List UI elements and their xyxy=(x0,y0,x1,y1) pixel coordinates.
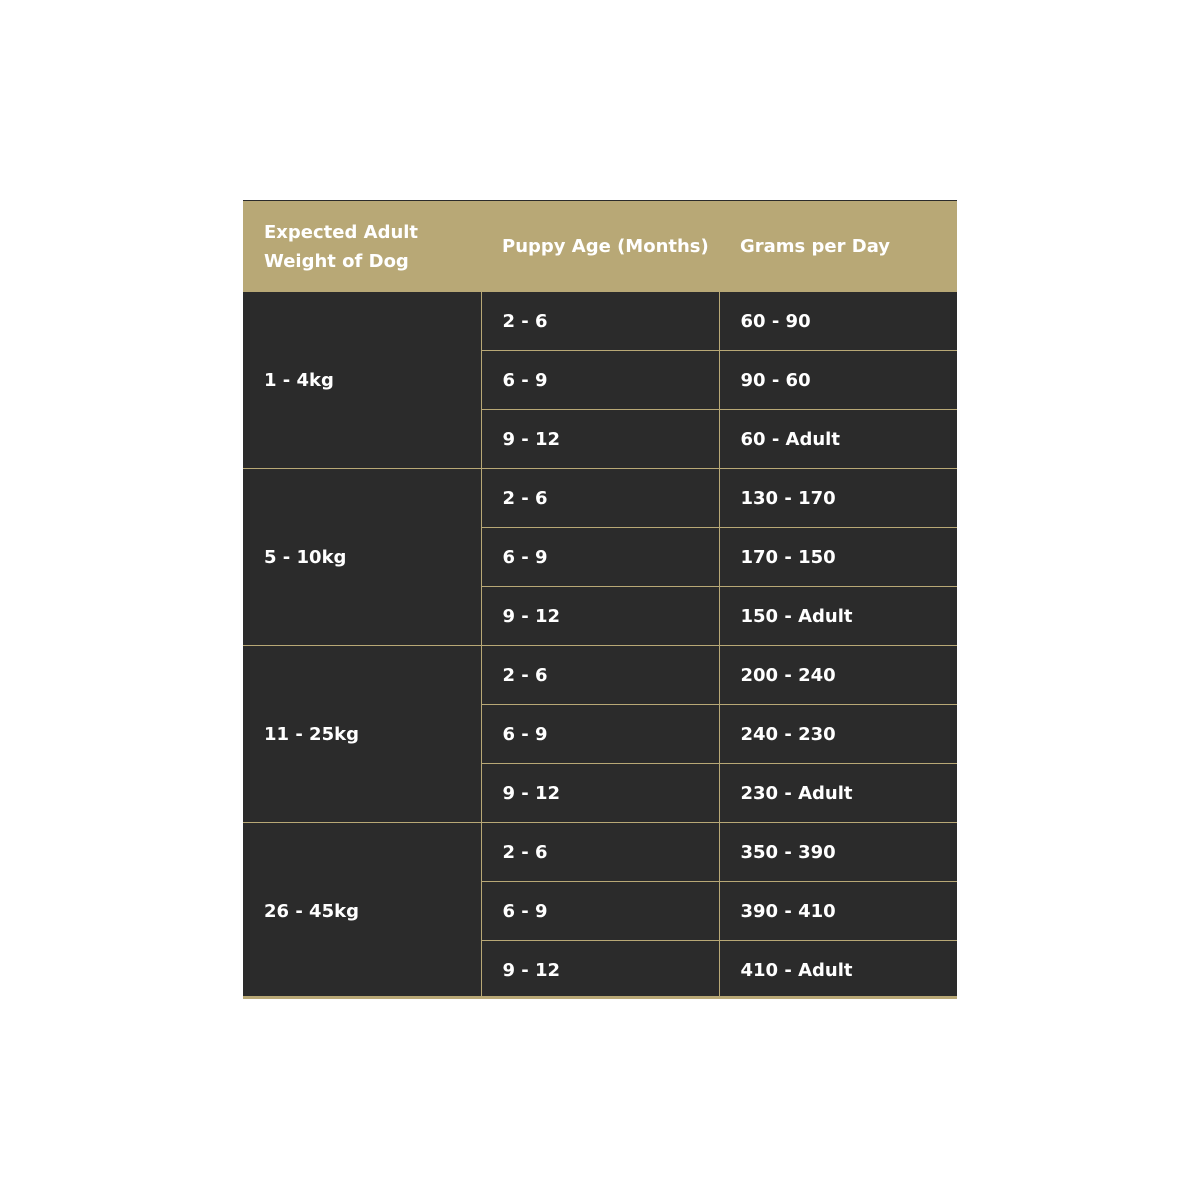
table-bottom-border xyxy=(243,996,957,999)
table-body xyxy=(243,292,957,999)
grams-cell: 200 - 240 xyxy=(719,646,957,705)
grams-cell: 130 - 170 xyxy=(719,469,957,528)
table-row xyxy=(243,469,957,528)
header-weight xyxy=(243,201,481,293)
age-cell: 2 - 6 xyxy=(481,646,719,705)
age-cell: 6 - 9 xyxy=(481,882,719,941)
header-weight-line1: Expected Adult xyxy=(264,221,419,243)
age-cell: 9 - 12 xyxy=(481,410,719,469)
age-cell: 6 - 9 xyxy=(481,705,719,764)
age-cell: 6 - 9 xyxy=(481,351,719,410)
age-cell: 6 - 9 xyxy=(481,528,719,587)
grams-cell: 230 - Adult xyxy=(719,764,957,823)
grams-cell: 60 - 90 xyxy=(719,292,957,351)
table-row xyxy=(243,292,957,351)
feeding-guide-table-wrapper xyxy=(243,200,957,999)
grams-cell: 390 - 410 xyxy=(719,882,957,941)
grams-cell: 240 - 230 xyxy=(719,705,957,764)
header-row xyxy=(243,201,957,293)
grams-cell: 170 - 150 xyxy=(719,528,957,587)
weight-cell: 26 - 45kg xyxy=(243,823,481,1000)
header-weight-line2: Weight of Dog xyxy=(264,250,409,272)
table-header xyxy=(243,201,957,293)
weight-cell: 11 - 25kg xyxy=(243,646,481,823)
age-cell: 2 - 6 xyxy=(481,292,719,351)
age-cell: 2 - 6 xyxy=(481,469,719,528)
grams-cell: 90 - 60 xyxy=(719,351,957,410)
grams-cell: 60 - Adult xyxy=(719,410,957,469)
weight-cell: 5 - 10kg xyxy=(243,469,481,646)
feeding-guide-table xyxy=(243,200,957,999)
age-cell: 2 - 6 xyxy=(481,823,719,882)
grams-cell: 150 - Adult xyxy=(719,587,957,646)
age-cell: 9 - 12 xyxy=(481,764,719,823)
table-row xyxy=(243,646,957,705)
header-grams-per-day: Grams per Day xyxy=(719,201,957,293)
age-cell: 9 - 12 xyxy=(481,941,719,1000)
weight-cell: 1 - 4kg xyxy=(264,369,334,391)
age-cell: 9 - 12 xyxy=(481,587,719,646)
table-row xyxy=(243,823,957,882)
header-puppy-age: Puppy Age (Months) xyxy=(481,201,719,293)
grams-cell: 410 - Adult xyxy=(719,941,957,1000)
grams-cell: 350 - 390 xyxy=(719,823,957,882)
